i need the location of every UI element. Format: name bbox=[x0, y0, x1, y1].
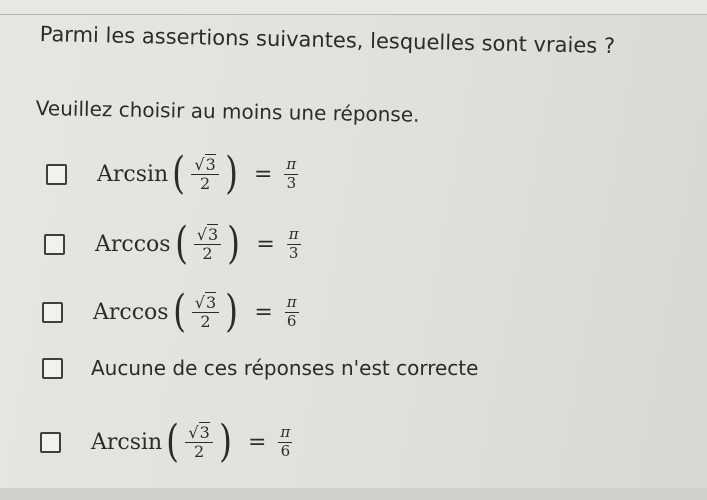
left-paren: ( bbox=[172, 286, 186, 337]
right-paren: ) bbox=[224, 148, 238, 199]
checkbox-option-1[interactable] bbox=[46, 164, 67, 185]
option-5-math bbox=[91, 416, 292, 467]
question-text: Parmi les assertions suivantes, lesquelles sont vraies ? bbox=[39, 22, 616, 59]
left-paren: ( bbox=[174, 218, 188, 269]
option-3-math bbox=[93, 286, 299, 337]
option-4[interactable] bbox=[42, 356, 478, 380]
checkbox-option-3[interactable] bbox=[42, 302, 63, 323]
equals-sign: = bbox=[253, 161, 273, 187]
function-name: Arcsin bbox=[91, 429, 163, 455]
option-1[interactable] bbox=[46, 148, 298, 199]
result-fraction: $\frac{\pi}{3}$ bbox=[288, 225, 299, 262]
argument-fraction: $\frac{√3}{2}$ bbox=[191, 156, 218, 192]
checkbox-option-5[interactable] bbox=[40, 432, 61, 453]
function-name: Arcsin bbox=[97, 161, 169, 187]
option-2[interactable] bbox=[44, 218, 301, 269]
option-5[interactable] bbox=[40, 416, 292, 467]
option-1-math bbox=[97, 148, 298, 199]
equals-sign: = bbox=[247, 429, 267, 455]
argument-fraction: $\frac{√3}{2}$ bbox=[194, 226, 221, 262]
function-name: Arccos bbox=[95, 231, 171, 257]
option-3[interactable] bbox=[42, 286, 299, 337]
left-paren: ( bbox=[166, 416, 180, 467]
right-paren: ) bbox=[218, 416, 232, 467]
result-fraction: $\frac{\pi}{3}$ bbox=[286, 155, 297, 192]
right-paren: ) bbox=[227, 218, 241, 269]
result-fraction: $\frac{\pi}{6}$ bbox=[280, 423, 291, 460]
top-border bbox=[0, 0, 707, 15]
result-fraction: $\frac{\pi}{6}$ bbox=[286, 293, 297, 330]
option-4-label: Aucune de ces réponses n'est correcte bbox=[91, 356, 479, 380]
argument-fraction: $\frac{√3}{2}$ bbox=[192, 294, 219, 330]
option-2-math bbox=[95, 218, 301, 269]
equals-sign: = bbox=[256, 231, 275, 257]
argument-fraction: $\frac{√3}{2}$ bbox=[185, 424, 212, 460]
equals-sign: = bbox=[254, 299, 273, 325]
right-paren: ) bbox=[225, 286, 239, 337]
checkbox-option-4[interactable] bbox=[42, 358, 63, 379]
bottom-edge bbox=[0, 488, 707, 500]
function-name: Arccos bbox=[93, 299, 169, 325]
left-paren: ( bbox=[172, 148, 186, 199]
checkbox-option-2[interactable] bbox=[44, 234, 65, 255]
instruction-text: Veuillez choisir au moins une réponse. bbox=[35, 96, 420, 127]
